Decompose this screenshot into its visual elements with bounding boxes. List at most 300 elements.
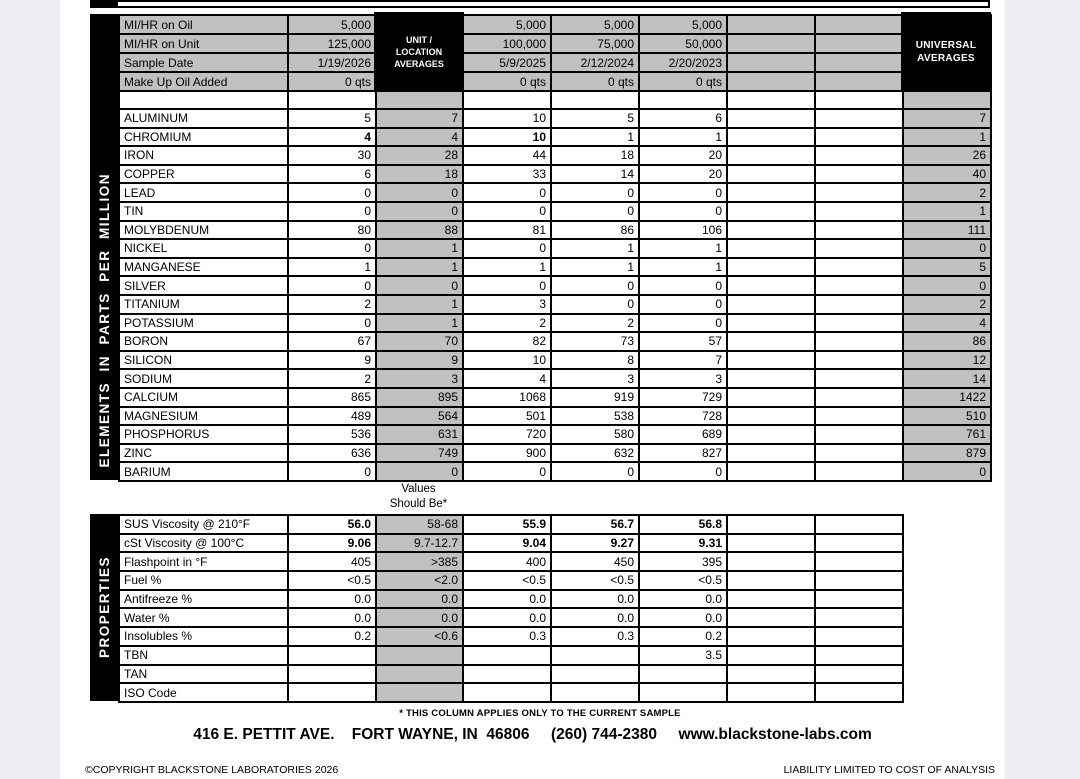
property-row xyxy=(119,552,903,571)
element-row-value: 1 xyxy=(903,202,991,221)
element-row-label: NICKEL xyxy=(119,239,288,258)
element-row-value: 0 xyxy=(551,202,639,221)
values-should-be-note xyxy=(375,482,462,511)
element-row xyxy=(119,146,991,165)
element-row-label: PHOSPHORUS xyxy=(119,425,288,444)
element-row-value xyxy=(727,369,815,388)
property-row-value xyxy=(463,646,551,665)
universal-averages-header xyxy=(901,12,991,92)
element-row-value: 0 xyxy=(903,276,991,295)
sample-info-row-label: MI/HR on Oil xyxy=(119,15,288,34)
element-row-value: 86 xyxy=(551,221,639,240)
element-row-value: 86 xyxy=(903,332,991,351)
element-row-value: 20 xyxy=(639,146,727,165)
spacer-cell xyxy=(551,91,639,109)
element-row-value: 7 xyxy=(903,109,991,128)
sample-info-row-value: 5,000 xyxy=(288,15,376,34)
element-row xyxy=(119,314,991,333)
element-row-label: MANGANESE xyxy=(119,258,288,277)
universal-averages-line: AVERAGES xyxy=(917,53,975,64)
property-row-value xyxy=(815,590,903,609)
element-row-value: 3 xyxy=(463,295,551,314)
element-row-value: 10 xyxy=(463,351,551,370)
property-row-value: <0.5 xyxy=(463,571,551,590)
property-row-value: 56.7 xyxy=(551,515,639,534)
element-row-value: 0 xyxy=(288,314,376,333)
property-row-value: >385 xyxy=(376,552,463,571)
property-row-value xyxy=(551,665,639,684)
property-row-value: 9.7-12.7 xyxy=(376,534,463,553)
element-row-value: 1 xyxy=(463,258,551,277)
element-row-label: ZINC xyxy=(119,444,288,463)
sample-info-row-value: 5,000 xyxy=(639,15,727,34)
property-row-value: 0.0 xyxy=(463,608,551,627)
element-row-label: CALCIUM xyxy=(119,388,288,407)
element-row-value: 865 xyxy=(288,388,376,407)
element-row-value: 2 xyxy=(288,369,376,388)
property-row-label: Water % xyxy=(119,608,288,627)
property-row-label: ISO Code xyxy=(119,683,288,702)
property-row-value: 0.3 xyxy=(551,627,639,646)
element-row-value: 564 xyxy=(376,407,463,426)
element-row-value: 88 xyxy=(376,221,463,240)
properties-section-bar xyxy=(90,514,118,701)
element-row-value: 18 xyxy=(551,146,639,165)
element-row-value xyxy=(727,258,815,277)
property-row-label: TBN xyxy=(119,646,288,665)
property-row-value: 0.0 xyxy=(463,590,551,609)
sample-info-row-value: 0 qts xyxy=(639,72,727,91)
element-row-value: 895 xyxy=(376,388,463,407)
property-row-label: Insolubles % xyxy=(119,627,288,646)
element-row-value xyxy=(727,462,815,481)
property-row-value xyxy=(551,683,639,702)
element-row-value: 0 xyxy=(288,239,376,258)
element-row-value xyxy=(727,295,815,314)
property-row-value: 0.0 xyxy=(551,590,639,609)
element-row-value: 728 xyxy=(639,407,727,426)
element-row-value xyxy=(727,314,815,333)
property-row-value xyxy=(727,534,815,553)
element-row-value: 0 xyxy=(639,314,727,333)
property-row-value xyxy=(288,646,376,665)
element-row-value: 7 xyxy=(376,109,463,128)
element-row-value: 0 xyxy=(463,239,551,258)
element-row-value xyxy=(815,258,903,277)
sample-info-row-value xyxy=(815,72,903,91)
element-row-label: SODIUM xyxy=(119,369,288,388)
element-row-value: 0 xyxy=(376,202,463,221)
element-row-value xyxy=(815,276,903,295)
element-row-value: 0 xyxy=(551,295,639,314)
element-row-value: 26 xyxy=(903,146,991,165)
element-row-value xyxy=(815,407,903,426)
element-row-label: LEAD xyxy=(119,183,288,202)
element-row-value xyxy=(727,183,815,202)
element-row-value xyxy=(727,444,815,463)
element-row-value xyxy=(727,165,815,184)
element-row-value: 0 xyxy=(463,183,551,202)
property-row-value: 400 xyxy=(463,552,551,571)
property-row-value xyxy=(727,665,815,684)
sample-info-row-value xyxy=(727,34,815,53)
element-row-value: 0 xyxy=(639,183,727,202)
universal-averages-line: UNIVERSAL xyxy=(915,40,977,51)
property-row-value: <0.5 xyxy=(551,571,639,590)
sample-info-row xyxy=(119,15,991,34)
sample-info-row-value xyxy=(815,53,903,72)
element-row-value: 1 xyxy=(903,128,991,147)
sample-info-row-value: 5/9/2025 xyxy=(463,53,551,72)
property-row-value xyxy=(551,646,639,665)
property-row-value xyxy=(376,683,463,702)
property-row-label: cSt Viscosity @ 100°C xyxy=(119,534,288,553)
property-row-value xyxy=(639,665,727,684)
element-row-value: 1 xyxy=(551,239,639,258)
element-row-value xyxy=(727,276,815,295)
element-row-label: IRON xyxy=(119,146,288,165)
element-row-value: 20 xyxy=(639,165,727,184)
element-row-value: 5 xyxy=(288,109,376,128)
element-row xyxy=(119,276,991,295)
element-row xyxy=(119,332,991,351)
element-row-value: 538 xyxy=(551,407,639,426)
element-row-value: 3 xyxy=(639,369,727,388)
property-row-value xyxy=(376,646,463,665)
element-row-value: 7 xyxy=(639,351,727,370)
element-row-value: 720 xyxy=(463,425,551,444)
elements-section-label: ELEMENTS IN PARTS PER MILLION xyxy=(96,173,112,468)
property-row-value xyxy=(727,646,815,665)
property-row xyxy=(119,665,903,684)
element-row-value xyxy=(727,239,815,258)
spacer-cell xyxy=(815,91,903,109)
element-row-value: 18 xyxy=(376,165,463,184)
property-row-value xyxy=(376,665,463,684)
spacer-cell xyxy=(463,91,551,109)
property-row-value: <0.5 xyxy=(639,571,727,590)
sample-info-row-value: 125,000 xyxy=(288,34,376,53)
property-row-value xyxy=(727,627,815,646)
element-row-value: 4 xyxy=(903,314,991,333)
property-row-value: 0.0 xyxy=(639,590,727,609)
element-row xyxy=(119,239,991,258)
element-row-label: ALUMINUM xyxy=(119,109,288,128)
element-row xyxy=(119,183,991,202)
element-row-value: 106 xyxy=(639,221,727,240)
property-row-value xyxy=(815,534,903,553)
element-row-value: 0 xyxy=(903,239,991,258)
element-row-value: 3 xyxy=(376,369,463,388)
sample-info-row-value: 100,000 xyxy=(463,34,551,53)
element-row-value: 0 xyxy=(376,276,463,295)
element-row-value xyxy=(727,332,815,351)
element-row-value: 919 xyxy=(551,388,639,407)
element-row-value xyxy=(815,444,903,463)
sample-info-row-label: Sample Date xyxy=(119,53,288,72)
property-row-value: 0.3 xyxy=(463,627,551,646)
element-row-value xyxy=(815,202,903,221)
element-row-value: 636 xyxy=(288,444,376,463)
property-rows xyxy=(119,515,903,702)
sample-info-row xyxy=(119,34,991,53)
element-row-label: TIN xyxy=(119,202,288,221)
element-row-value: 1 xyxy=(551,258,639,277)
element-row xyxy=(119,165,991,184)
sample-info-row-value: 0 qts xyxy=(288,72,376,91)
element-row-value: 73 xyxy=(551,332,639,351)
sample-info-row xyxy=(119,72,991,91)
property-row-label: TAN xyxy=(119,665,288,684)
property-row-value xyxy=(727,515,815,534)
property-row-value: 0.2 xyxy=(288,627,376,646)
element-row-value: 80 xyxy=(288,221,376,240)
element-row-value: 0 xyxy=(288,202,376,221)
properties-section-label: PROPERTIES xyxy=(96,556,112,659)
property-row-value xyxy=(815,683,903,702)
element-row-label: BARIUM xyxy=(119,462,288,481)
property-row-value: 56.8 xyxy=(639,515,727,534)
element-row-value: 2 xyxy=(288,295,376,314)
element-row xyxy=(119,425,991,444)
element-row-value: 0 xyxy=(288,462,376,481)
property-row xyxy=(119,571,903,590)
property-row-value xyxy=(815,571,903,590)
sample-info-row-value: 0 qts xyxy=(551,72,639,91)
element-row-label: TITANIUM xyxy=(119,295,288,314)
sample-info-row-value: 5,000 xyxy=(551,15,639,34)
properties-table xyxy=(118,514,904,703)
property-row-value xyxy=(815,646,903,665)
element-row-value: 4 xyxy=(288,128,376,147)
element-row-value: 689 xyxy=(639,425,727,444)
element-row-value: 0 xyxy=(551,183,639,202)
property-row-value: 9.31 xyxy=(639,534,727,553)
unit-location-averages-header xyxy=(374,12,464,92)
element-row-value: 0 xyxy=(639,295,727,314)
element-row-value: 0 xyxy=(376,462,463,481)
sample-info-row-value xyxy=(727,15,815,34)
property-row-value: 58-68 xyxy=(376,515,463,534)
element-row-value: 1 xyxy=(376,295,463,314)
element-row-value: 6 xyxy=(639,109,727,128)
property-row-value: 9.27 xyxy=(551,534,639,553)
spacer-cell xyxy=(903,91,991,109)
property-row xyxy=(119,627,903,646)
property-row-value: 450 xyxy=(551,552,639,571)
element-row-value: 0 xyxy=(463,202,551,221)
property-row-label: Antifreeze % xyxy=(119,590,288,609)
element-row-value: 0 xyxy=(463,276,551,295)
property-row xyxy=(119,683,903,702)
element-row-value xyxy=(815,146,903,165)
property-row-value xyxy=(815,515,903,534)
element-row-value xyxy=(727,425,815,444)
element-row-value: 2 xyxy=(463,314,551,333)
element-row-label: BORON xyxy=(119,332,288,351)
unit-location-averages-line: LOCATION xyxy=(395,47,443,57)
element-row-value xyxy=(815,221,903,240)
property-row-value: 56.0 xyxy=(288,515,376,534)
property-row-value xyxy=(288,683,376,702)
element-row-value: 57 xyxy=(639,332,727,351)
element-row-value: 501 xyxy=(463,407,551,426)
property-row-value: 0.0 xyxy=(639,608,727,627)
sample-info-row-value: 1/19/2026 xyxy=(288,53,376,72)
property-row-value: 0.0 xyxy=(551,608,639,627)
element-row xyxy=(119,295,991,314)
element-row xyxy=(119,128,991,147)
property-row-value: 55.9 xyxy=(463,515,551,534)
element-row-value: 510 xyxy=(903,407,991,426)
element-row-value: 1 xyxy=(639,258,727,277)
element-row-label: POTASSIUM xyxy=(119,314,288,333)
property-row-label: Flashpoint in °F xyxy=(119,552,288,571)
element-row-value: 0 xyxy=(639,462,727,481)
element-row-label: SILVER xyxy=(119,276,288,295)
element-row-value: 30 xyxy=(288,146,376,165)
element-row-value: 0 xyxy=(376,183,463,202)
element-row xyxy=(119,109,991,128)
element-row-value: 12 xyxy=(903,351,991,370)
property-row-value: <2.0 xyxy=(376,571,463,590)
element-row-label: SILICON xyxy=(119,351,288,370)
element-row-value: 1 xyxy=(376,258,463,277)
element-row-value: 1 xyxy=(376,314,463,333)
element-row-value: 111 xyxy=(903,221,991,240)
element-row-value: 580 xyxy=(551,425,639,444)
lab-address-line: 416 E. PETTIT AVE. FORT WAYNE, IN 46806 (260) 744-2380 www.blackstone-labs.com xyxy=(193,726,872,743)
element-row-value: 3 xyxy=(551,369,639,388)
element-row-value xyxy=(727,351,815,370)
property-row-value xyxy=(727,571,815,590)
spacer-cell xyxy=(376,91,463,109)
element-row-value xyxy=(727,202,815,221)
element-row xyxy=(119,202,991,221)
element-row-value xyxy=(727,128,815,147)
property-row-value xyxy=(288,665,376,684)
element-row-value: 2 xyxy=(903,183,991,202)
sample-info-rows xyxy=(119,15,991,91)
element-row xyxy=(119,444,991,463)
property-row-value: 0.0 xyxy=(288,590,376,609)
element-row-value xyxy=(727,221,815,240)
element-row-value: 536 xyxy=(288,425,376,444)
sample-info-row-value xyxy=(727,53,815,72)
element-row-value: 2 xyxy=(903,295,991,314)
spacer-cell xyxy=(639,91,727,109)
element-row-value: 2 xyxy=(551,314,639,333)
property-row-value: 405 xyxy=(288,552,376,571)
property-row xyxy=(119,646,903,665)
element-row-value: 67 xyxy=(288,332,376,351)
element-row-value xyxy=(815,369,903,388)
element-row-value: 827 xyxy=(639,444,727,463)
property-row-value: 0.2 xyxy=(639,627,727,646)
element-row-value: 6 xyxy=(288,165,376,184)
property-row xyxy=(119,534,903,553)
element-row-value xyxy=(815,295,903,314)
property-row-value xyxy=(727,608,815,627)
property-row-value: 0.0 xyxy=(376,608,463,627)
element-row xyxy=(119,351,991,370)
property-row-label: Fuel % xyxy=(119,571,288,590)
element-row-value: 4 xyxy=(376,128,463,147)
sample-info-row-value: 0 qts xyxy=(463,72,551,91)
element-row xyxy=(119,258,991,277)
element-row xyxy=(119,369,991,388)
sample-info-row-value xyxy=(727,72,815,91)
property-row-value: 395 xyxy=(639,552,727,571)
element-row-value xyxy=(815,425,903,444)
property-row-value xyxy=(463,683,551,702)
element-row-value xyxy=(815,388,903,407)
element-row-value: 729 xyxy=(639,388,727,407)
element-row-value: 0 xyxy=(551,462,639,481)
property-row-value: 9.04 xyxy=(463,534,551,553)
element-row-value: 489 xyxy=(288,407,376,426)
property-row-value xyxy=(815,627,903,646)
sample-info-row-value: 5,000 xyxy=(463,15,551,34)
sample-info-row-value: 2/12/2024 xyxy=(551,53,639,72)
element-row-value: 0 xyxy=(551,276,639,295)
element-row-value xyxy=(815,183,903,202)
element-row-value: 0 xyxy=(639,202,727,221)
element-row-value xyxy=(815,128,903,147)
element-row-value xyxy=(727,407,815,426)
property-row-value xyxy=(463,665,551,684)
property-row-value: 0.0 xyxy=(288,608,376,627)
element-row xyxy=(119,221,991,240)
element-rows xyxy=(119,109,991,481)
sample-info-row-label: MI/HR on Unit xyxy=(119,34,288,53)
liability-text: LIABILITY LIMITED TO COST OF ANALYSIS xyxy=(783,764,995,776)
element-row-value: 4 xyxy=(463,369,551,388)
element-row-value: 9 xyxy=(376,351,463,370)
elements-table xyxy=(118,14,992,482)
element-row-value: 0 xyxy=(288,276,376,295)
element-row-value xyxy=(815,332,903,351)
element-row-value xyxy=(815,109,903,128)
element-row-value: 44 xyxy=(463,146,551,165)
element-row-value: 1068 xyxy=(463,388,551,407)
property-row-value: 9.06 xyxy=(288,534,376,553)
property-row-value xyxy=(815,665,903,684)
element-row-value xyxy=(727,109,815,128)
property-row xyxy=(119,515,903,534)
values-should-be-line: Values xyxy=(401,483,436,495)
sample-info-row-value xyxy=(815,15,903,34)
sample-info-row-label: Make Up Oil Added xyxy=(119,72,288,91)
element-row-value: 761 xyxy=(903,425,991,444)
elements-section-bar xyxy=(90,14,118,480)
property-row-value xyxy=(727,590,815,609)
property-row-value xyxy=(727,552,815,571)
spacer-row-group xyxy=(119,91,991,109)
element-row-value: 28 xyxy=(376,146,463,165)
current-sample-column-note: * THIS COLUMN APPLIES ONLY TO THE CURRENT SAMPLE xyxy=(399,708,681,719)
sample-info-row-value: 50,000 xyxy=(639,34,727,53)
element-row-value: 0 xyxy=(463,462,551,481)
spacer-cell xyxy=(119,91,288,109)
element-row-value: 40 xyxy=(903,165,991,184)
element-row-value xyxy=(815,239,903,258)
element-row-value xyxy=(727,388,815,407)
element-row-value: 82 xyxy=(463,332,551,351)
element-row xyxy=(119,388,991,407)
element-row-value xyxy=(727,146,815,165)
unit-location-averages-line: UNIT / xyxy=(406,35,432,45)
